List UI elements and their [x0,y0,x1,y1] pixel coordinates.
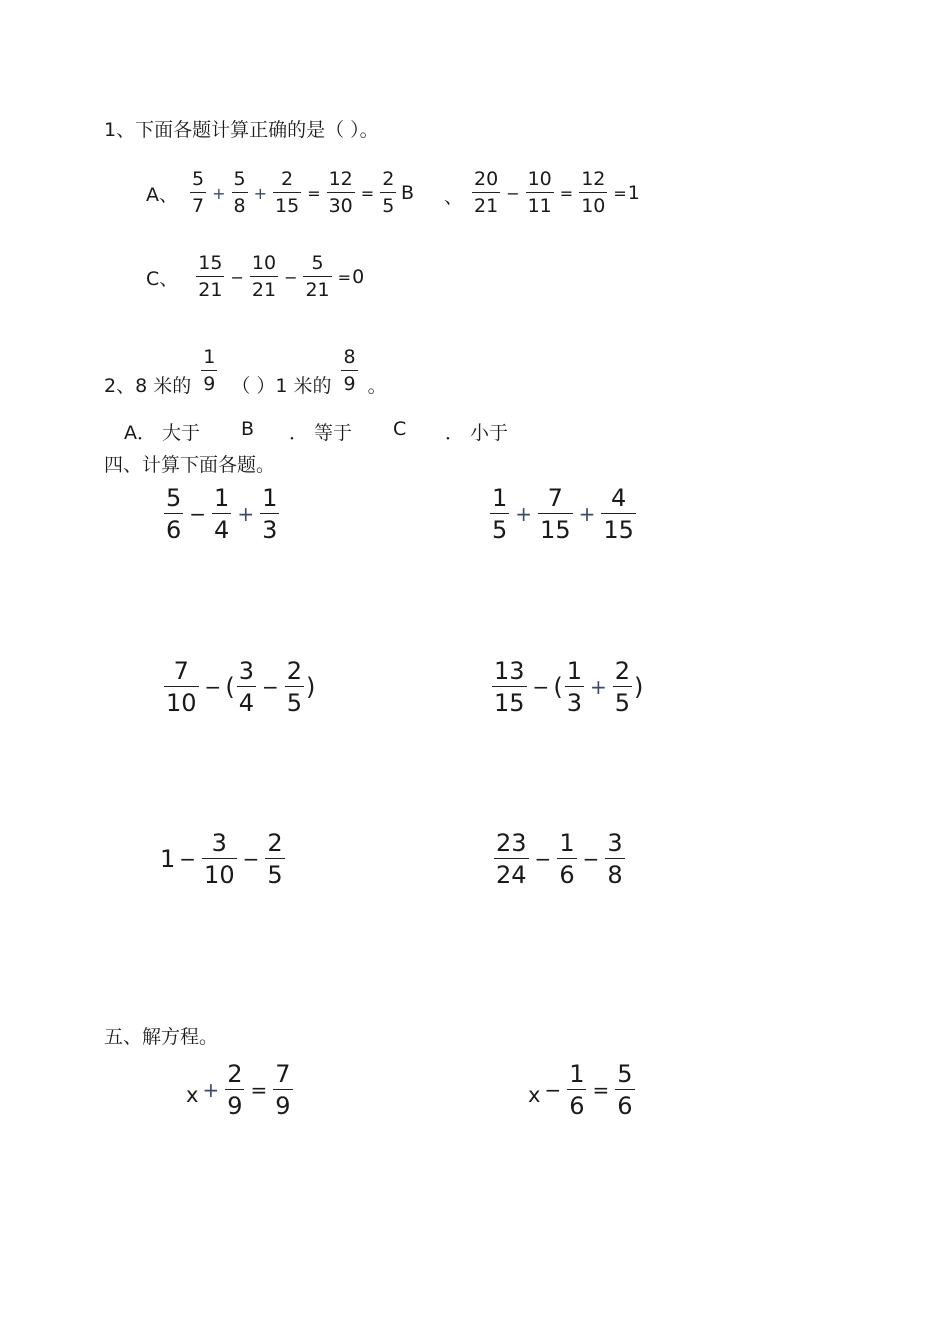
fraction [164,659,199,715]
denominator: 10 [579,192,607,216]
plus-sign: + [253,183,267,203]
plus-sign: + [237,502,255,526]
leading-number: 1 [160,845,176,873]
fraction [567,1062,586,1118]
calc-problem-2 [488,486,638,542]
fraction [605,831,624,887]
right-paren: ) [306,673,316,701]
denominator: 15 [538,513,573,542]
fraction [202,831,237,887]
minus-sign: − [582,847,600,871]
fraction [232,170,248,216]
q1-option-a [146,170,398,216]
fraction [526,170,554,216]
numerator: 1 [203,345,216,368]
denominator: 7 [190,192,206,216]
fraction [201,345,217,395]
variable-x: x [186,1083,199,1107]
denominator: 4 [237,686,256,715]
q2-option-c-text: ． 小于 [445,422,509,444]
denominator: 21 [472,192,500,216]
calc-problem-1 [162,486,281,542]
fraction [190,170,206,216]
plus-sign: + [202,1078,220,1102]
denominator: 5 [613,686,632,715]
plus-sign: + [589,675,607,699]
denominator: 10 [164,686,199,715]
minus-sign: − [261,675,279,699]
option-b-separator: 、 [444,186,464,208]
fraction [472,170,500,216]
numerator: 3 [211,829,227,857]
denominator: 5 [265,858,284,887]
calc-problem-4 [490,659,643,715]
denominator: 5 [380,192,396,216]
denominator: 6 [557,858,576,887]
denominator: 9 [273,1089,292,1118]
fraction [164,486,183,542]
numerator: 4 [610,484,627,512]
denominator: 3 [260,513,279,542]
equals-sign: = [613,183,627,203]
denominator: 15 [601,513,636,542]
option-b-label: B [401,182,415,204]
question-2-text [104,343,387,398]
section-4-title: 四、计算下面各题。 [104,454,276,476]
fraction [225,1062,244,1118]
question-1-text: 1、下面各题计算正确的是（ ）。 [104,119,379,141]
equals-sign: = [360,183,375,203]
fraction [615,1062,634,1118]
equals-sign: = [337,267,352,287]
fraction [601,486,636,542]
numerator: 1 [262,484,278,512]
result-value: 0 [352,266,365,288]
denominator: 15 [273,192,301,216]
q1-option-b [470,170,640,216]
numerator: 7 [275,1060,291,1088]
fraction [196,254,224,300]
equals-sign: = [250,1078,268,1102]
denominator: 5 [285,686,304,715]
fraction [538,486,573,542]
numerator: 10 [527,168,552,190]
fraction [265,831,284,887]
denominator: 21 [303,276,331,300]
denominator: 9 [341,370,357,394]
plus-sign: + [515,502,533,526]
fraction [273,1062,292,1118]
calc-problem-3 [162,659,315,715]
section-5-title: 五、解方程。 [104,1026,219,1048]
numerator: 23 [496,829,527,857]
fraction [327,170,355,216]
numerator: 2 [227,1060,243,1088]
numerator: 2 [267,829,283,857]
numerator: 1 [566,657,582,685]
plus-sign: + [578,502,596,526]
minus-sign: − [532,675,550,699]
denominator: 3 [565,686,584,715]
numerator: 5 [233,168,246,190]
fraction [579,170,607,216]
q2-option-c-letter: C [393,418,407,440]
q2-suffix: 。 [367,375,387,397]
fraction [380,170,396,216]
denominator: 15 [492,686,527,715]
denominator: 6 [164,513,183,542]
fraction [341,345,357,395]
denominator: 9 [201,370,217,394]
numerator: 12 [328,168,353,190]
denominator: 6 [615,1089,634,1118]
numerator: 5 [166,484,182,512]
minus-sign: − [534,847,552,871]
q2-prefix: 2、8 米的 [104,375,192,397]
fraction [212,486,231,542]
denominator: 5 [490,513,509,542]
option-a-label: A、 [146,183,178,206]
numerator: 7 [173,657,189,685]
denominator: 11 [526,192,554,216]
denominator: 21 [250,276,278,300]
fraction [492,659,527,715]
fraction [250,254,278,300]
equation-1 [186,1062,295,1118]
denominator: 4 [212,513,231,542]
equation-2 [528,1062,637,1118]
q2-option-b-letter: B [241,418,255,440]
fraction [565,659,584,715]
numerator: 1 [569,1060,585,1088]
right-paren: ) [634,673,644,701]
left-paren: ( [553,673,563,701]
denominator: 8 [605,858,624,887]
denominator: 6 [567,1089,586,1118]
q2-option-a: A． 大于 [124,422,201,444]
numerator: 5 [311,252,324,274]
minus-sign: − [189,502,207,526]
numerator: 3 [238,657,254,685]
fraction [260,486,279,542]
numerator: 1 [214,484,230,512]
minus-sign: − [179,847,197,871]
fraction [494,831,529,887]
denominator: 30 [327,192,355,216]
denominator: 24 [494,858,529,887]
numerator: 7 [547,484,563,512]
left-paren: ( [225,673,235,701]
fraction [613,659,632,715]
numerator: 2 [614,657,631,685]
equals-sign: = [559,183,574,203]
numerator: 5 [192,168,205,190]
numerator: 10 [251,252,277,274]
numerator: 3 [607,829,623,857]
minus-sign: − [242,847,260,871]
variable-x: x [528,1083,541,1107]
numerator: 2 [286,657,303,685]
equals-sign: = [307,183,321,203]
minus-sign: − [284,267,298,287]
result-value: 1 [627,182,640,204]
numerator: 2 [281,168,294,190]
fraction [273,170,301,216]
minus-sign: − [230,267,244,287]
minus-sign: − [544,1078,562,1102]
numerator: 12 [581,168,606,190]
q2-option-b-text: ． 等于 [289,422,353,444]
fraction [285,659,304,715]
fraction [490,486,509,542]
numerator: 1 [559,829,575,857]
denominator: 9 [225,1089,244,1118]
denominator: 10 [202,858,237,887]
numerator: 2 [382,168,395,190]
fraction [303,254,331,300]
numerator: 13 [494,657,525,685]
numerator: 15 [198,252,223,274]
minus-sign: − [204,675,222,699]
equals-sign: = [592,1078,610,1102]
minus-sign: − [506,183,520,203]
numerator: 1 [492,484,508,512]
q2-mid: （ ）1 米的 [231,375,332,397]
numerator: 20 [474,168,499,190]
calc-problem-6 [492,831,627,887]
numerator: 5 [617,1060,633,1088]
denominator: 21 [196,276,224,300]
numerator: 8 [343,345,356,368]
option-c-label: C、 [146,267,179,290]
fraction [237,659,256,715]
plus-sign: + [212,183,226,203]
calc-problem-5 [160,831,287,887]
fraction [557,831,576,887]
q1-option-c [146,254,364,300]
denominator: 8 [232,192,248,216]
